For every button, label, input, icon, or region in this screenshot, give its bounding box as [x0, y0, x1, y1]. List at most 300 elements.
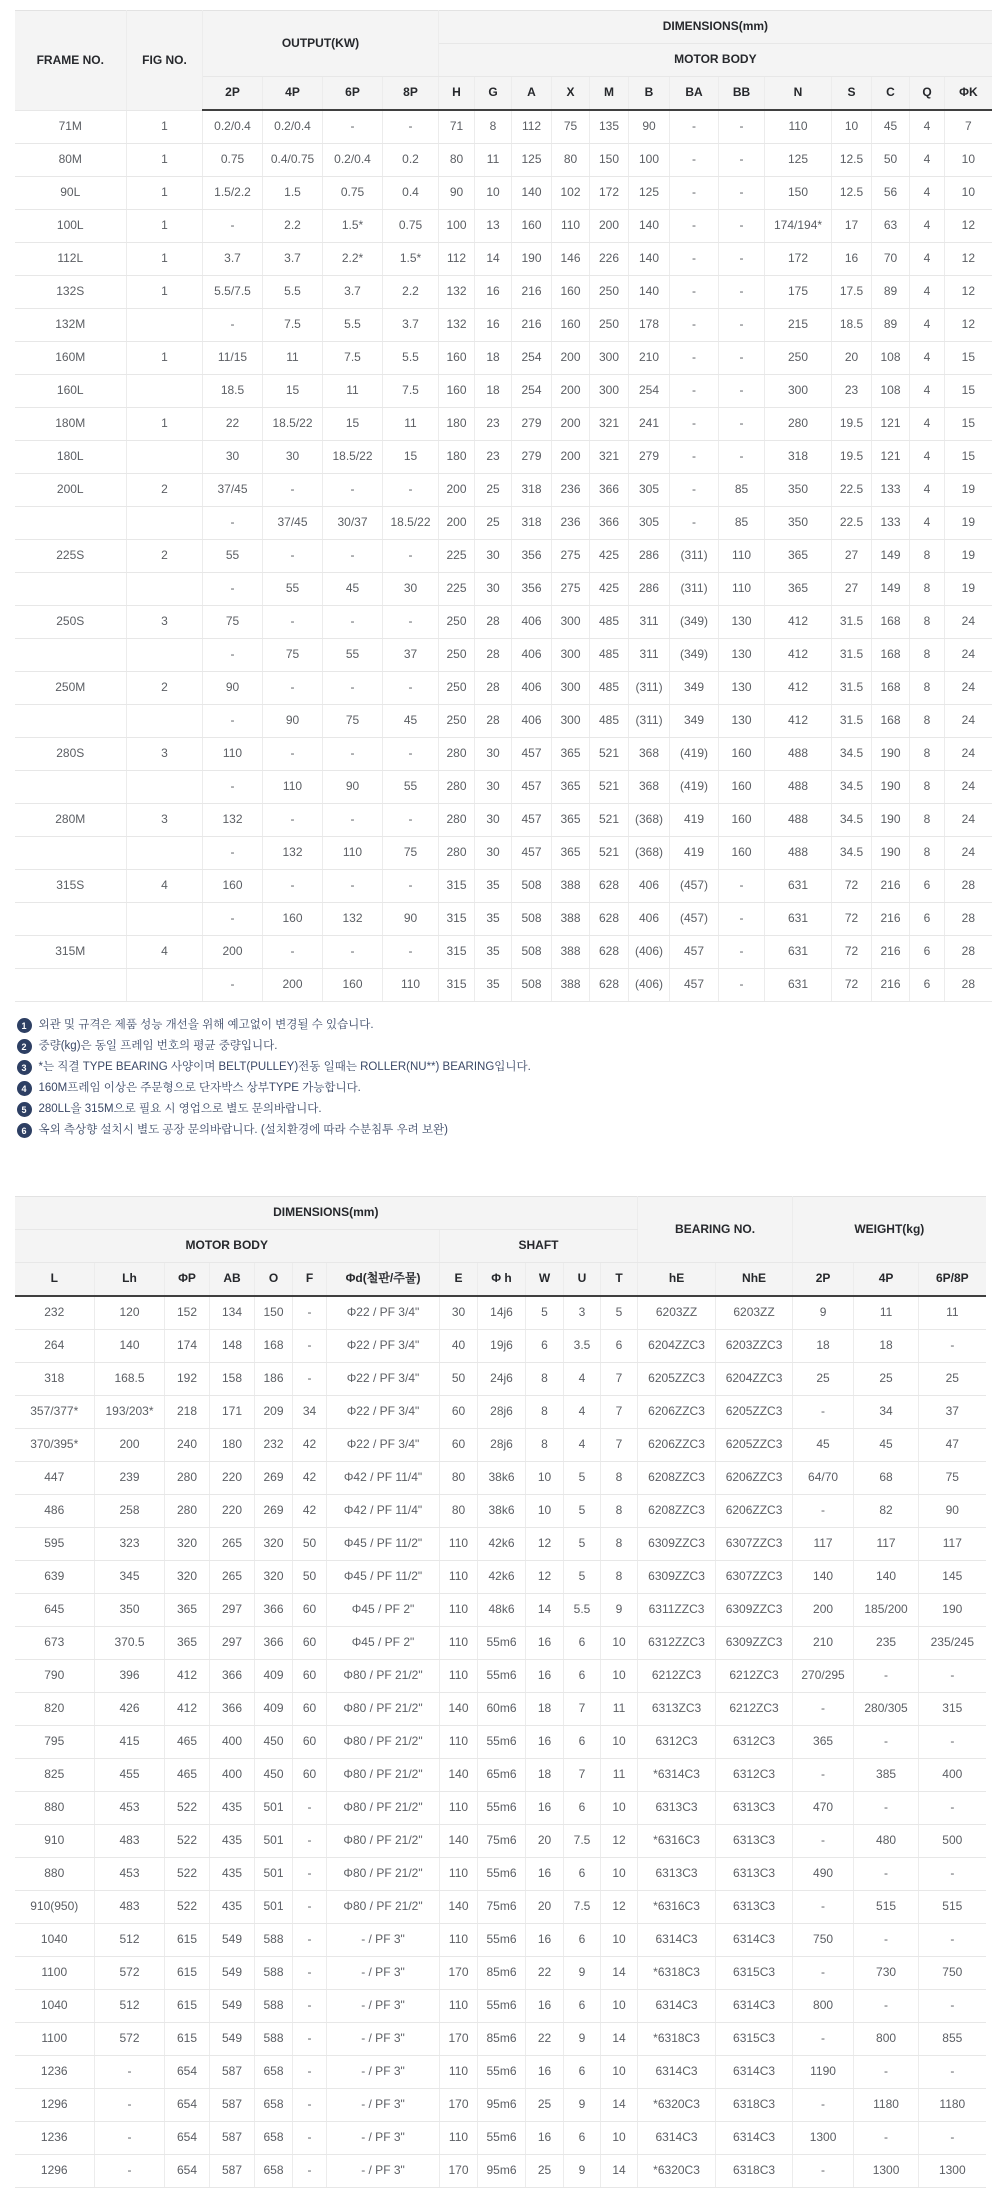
table-cell: 275 — [552, 540, 590, 573]
table-cell: 31.5 — [832, 639, 872, 672]
table-cell: 628 — [590, 870, 629, 903]
col-header-he: hE — [638, 1263, 716, 1297]
table-cell: 19 — [945, 474, 992, 507]
table-cell: 521 — [590, 804, 629, 837]
table-row — [15, 1660, 986, 1693]
table-cell: Φ45 / PF 2" — [327, 1627, 440, 1660]
table-cell: 10 — [945, 144, 992, 177]
table-row — [15, 441, 992, 474]
table-cell: 280 — [439, 771, 475, 804]
table-cell: 75 — [263, 639, 323, 672]
table-cell: 6312ZZC3 — [638, 1627, 716, 1660]
table-cell: 22 — [203, 408, 263, 441]
table-cell: 8 — [910, 738, 945, 771]
table-cell: 522 — [165, 1792, 210, 1825]
table-cell: 10 — [601, 2122, 638, 2155]
table-cell: 486 — [15, 1495, 95, 1528]
table-cell: - — [719, 276, 765, 309]
table-cell: 406 — [512, 606, 552, 639]
table-cell: 8 — [910, 837, 945, 870]
table-row — [15, 1429, 986, 1462]
table-cell: 0.75 — [203, 144, 263, 177]
header-dimensions-group: DIMENSIONS(mm) — [15, 1197, 638, 1230]
col-header-4p: 4P — [263, 77, 323, 111]
footnote — [17, 1039, 986, 1054]
table-cell: 1100 — [15, 2023, 95, 2056]
table-cell: 3.7 — [323, 276, 383, 309]
table-cell: 1 — [127, 408, 203, 441]
table-cell: 1300 — [854, 2155, 919, 2188]
table-cell: 24 — [945, 738, 992, 771]
table-cell: 0.4 — [383, 177, 439, 210]
table-cell: 110 — [440, 2122, 478, 2155]
table-cell: 16 — [526, 2056, 564, 2089]
table-cell: 8 — [526, 1429, 564, 1462]
table-cell: *6320C3 — [638, 2155, 716, 2188]
table-cell: 0.2 — [383, 144, 439, 177]
table-cell: 24 — [945, 804, 992, 837]
table-cell: 388 — [552, 969, 590, 1002]
table-cell: - — [293, 2155, 327, 2188]
table-cell: - — [719, 110, 765, 144]
table-cell: 160 — [263, 903, 323, 936]
table-cell: 140 — [440, 1693, 478, 1726]
table-cell: - — [203, 837, 263, 870]
table-cell — [15, 705, 127, 738]
table-cell: 3 — [564, 1296, 601, 1330]
table-cell: 315 — [439, 969, 475, 1002]
table-cell: - — [203, 507, 263, 540]
col-header-bb: BB — [719, 77, 765, 111]
footnote-text: 중량(kg)은 동일 프레임 번호의 평균 중량입니다. — [38, 1040, 278, 1052]
table-cell: - — [293, 1330, 327, 1363]
table-cell: 130 — [719, 639, 765, 672]
table-cell: 190 — [919, 1594, 986, 1627]
table-cell: 45 — [323, 573, 383, 606]
table-cell: 14j6 — [478, 1296, 526, 1330]
table-cell: 170 — [440, 2155, 478, 2188]
table-cell: 1180 — [919, 2089, 986, 2122]
table-cell: 318 — [15, 1363, 95, 1396]
table-cell: 258 — [95, 1495, 165, 1528]
table-cell: 388 — [552, 903, 590, 936]
table-cell — [127, 507, 203, 540]
table-cell: 168 — [255, 1330, 293, 1363]
table-cell: - — [293, 2023, 327, 2056]
table-cell: 90 — [439, 177, 475, 210]
table-cell: 6 — [910, 936, 945, 969]
table-cell: 48k6 — [478, 1594, 526, 1627]
table-cell: 35 — [475, 936, 512, 969]
table-cell: 435 — [210, 1891, 255, 1924]
table-cell: 28j6 — [478, 1429, 526, 1462]
table-row — [15, 2155, 986, 2188]
table-cell: 10 — [832, 110, 872, 144]
table-cell: Φ80 / PF 21/2" — [327, 1825, 440, 1858]
table-cell: 37/45 — [203, 474, 263, 507]
table-cell: 275 — [552, 573, 590, 606]
table-cell: 34.5 — [832, 804, 872, 837]
table-cell: 6 — [910, 870, 945, 903]
table-cell: 42 — [293, 1429, 327, 1462]
table-cell: 18 — [475, 375, 512, 408]
table-cell: 366 — [255, 1627, 293, 1660]
table-cell: - — [670, 110, 719, 144]
table-cell: 215 — [765, 309, 832, 342]
table-cell: 12 — [601, 1891, 638, 1924]
table-cell: 28 — [475, 705, 512, 738]
table-cell: - — [293, 2089, 327, 2122]
table-cell: 6314C3 — [716, 1990, 793, 2023]
table-row — [15, 738, 992, 771]
table-cell: 82 — [854, 1495, 919, 1528]
table-cell: 10 — [601, 1792, 638, 1825]
table-cell: 4 — [910, 408, 945, 441]
table-cell: 7 — [601, 1396, 638, 1429]
table-cell: 9 — [601, 1594, 638, 1627]
table-cell: - — [919, 1924, 986, 1957]
motor-spec-page — [1, 0, 1000, 2208]
table-cell: 72 — [832, 870, 872, 903]
table-cell: - — [670, 177, 719, 210]
table-cell: 50 — [293, 1528, 327, 1561]
table-cell: 800 — [793, 1990, 854, 2023]
table-cell: 483 — [95, 1825, 165, 1858]
table-cell: 60 — [440, 1396, 478, 1429]
table-cell: 587 — [210, 2155, 255, 2188]
table-cell: 549 — [210, 1957, 255, 1990]
table-cell: 4 — [564, 1429, 601, 1462]
table-cell: 490 — [793, 1858, 854, 1891]
table-cell — [127, 375, 203, 408]
col-header-phi-k: ΦK — [945, 77, 992, 111]
table-cell: 455 — [95, 1759, 165, 1792]
table-cell: 18 — [526, 1693, 564, 1726]
table-cell: - — [203, 771, 263, 804]
table-cell: 55m6 — [478, 1660, 526, 1693]
table-cell: 305 — [629, 474, 670, 507]
table-cell: 365 — [552, 837, 590, 870]
table-cell: Φ80 / PF 21/2" — [327, 1759, 440, 1792]
table-cell — [127, 969, 203, 1002]
table-cell: 14 — [601, 1957, 638, 1990]
table-cell: 315 — [439, 903, 475, 936]
table-cell: 279 — [629, 441, 670, 474]
footnote — [17, 1018, 986, 1033]
table-cell: 30/37 — [323, 507, 383, 540]
table-cell: 1180 — [854, 2089, 919, 2122]
table-cell: 880 — [15, 1792, 95, 1825]
footnote-text: 160M프레임 이상은 주문형으로 단자박스 상부TYPE 가능합니다. — [38, 1082, 361, 1094]
table-cell: 250 — [590, 276, 629, 309]
table-cell: 120 — [95, 1296, 165, 1330]
table-cell: 631 — [765, 969, 832, 1002]
table-cell: 855 — [919, 2023, 986, 2056]
table-cell: 19 — [945, 507, 992, 540]
table-cell: 8 — [910, 804, 945, 837]
table-row — [15, 210, 992, 243]
table-cell: 6205ZZC3 — [716, 1429, 793, 1462]
table-cell: 10 — [601, 1660, 638, 1693]
table-cell: 100L — [15, 210, 127, 243]
table-cell: 25 — [475, 474, 512, 507]
table-cell: - — [719, 309, 765, 342]
table-cell: 30 — [475, 573, 512, 606]
table-cell: 89 — [872, 276, 910, 309]
table-cell: 47 — [919, 1429, 986, 1462]
table-row — [15, 2056, 986, 2089]
table-cell: 10 — [945, 177, 992, 210]
table-cell: 415 — [95, 1726, 165, 1759]
table-cell: 450 — [255, 1726, 293, 1759]
table-cell: 10 — [601, 1924, 638, 1957]
table-cell: 70 — [872, 243, 910, 276]
table-cell: 140 — [629, 243, 670, 276]
table-cell: 250 — [439, 705, 475, 738]
table-cell: 4 — [127, 870, 203, 903]
table-cell: 19.5 — [832, 408, 872, 441]
table-cell: 320 — [165, 1561, 210, 1594]
table-cell: 318 — [512, 474, 552, 507]
table-cell: 31.5 — [832, 705, 872, 738]
table-cell: 2 — [127, 540, 203, 573]
table-cell: 200 — [552, 441, 590, 474]
table-cell: 588 — [255, 2023, 293, 2056]
output-dimensions-table — [15, 10, 992, 1002]
table-cell: - — [793, 1693, 854, 1726]
table-cell: 1190 — [793, 2056, 854, 2089]
table-cell: 170 — [440, 2023, 478, 2056]
table-cell: 18 — [526, 1759, 564, 1792]
table-cell: 8 — [910, 573, 945, 606]
table-cell: 28j6 — [478, 1396, 526, 1429]
table-cell: 7 — [601, 1363, 638, 1396]
footnote-number-icon: 3 — [17, 1060, 32, 1075]
table-cell: 160 — [719, 738, 765, 771]
table-cell: 160 — [439, 375, 475, 408]
table-row — [15, 1363, 986, 1396]
table-cell: 730 — [854, 1957, 919, 1990]
table-cell: 110 — [440, 2056, 478, 2089]
table-cell: 134 — [210, 1296, 255, 1330]
table-cell: - — [670, 144, 719, 177]
table-row — [15, 1528, 986, 1561]
table-cell: 318 — [765, 441, 832, 474]
table-cell: - — [383, 738, 439, 771]
table-cell: Φ45 / PF 11/2" — [327, 1561, 440, 1594]
table-cell: Φ22 / PF 3/4" — [327, 1330, 440, 1363]
footnote-text: *는 직결 TYPE BEARING 사양이며 BELT(PULLEY)전동 일때는 ROLLER(NU**) BEARING입니다. — [38, 1061, 531, 1073]
table-cell — [15, 507, 127, 540]
table-row — [15, 837, 992, 870]
table-cell: 0.2/0.4 — [263, 110, 323, 144]
table-cell: 60 — [293, 1726, 327, 1759]
table-cell: 0.2/0.4 — [323, 144, 383, 177]
table-cell: Φ45 / PF 11/2" — [327, 1528, 440, 1561]
table-cell: 4 — [910, 375, 945, 408]
table-cell: 270/295 — [793, 1660, 854, 1693]
table-cell: 250 — [439, 639, 475, 672]
table-cell — [15, 969, 127, 1002]
table-row — [15, 177, 992, 210]
table-row — [15, 573, 992, 606]
table-cell: 1 — [127, 144, 203, 177]
table-cell: 412 — [765, 672, 832, 705]
table-cell — [127, 639, 203, 672]
table-cell: - — [263, 606, 323, 639]
table-cell: - — [383, 474, 439, 507]
table-cell: 6313ZC3 — [638, 1693, 716, 1726]
table-cell: - — [293, 1296, 327, 1330]
table-cell: 254 — [629, 375, 670, 408]
table-cell: 5.5 — [263, 276, 323, 309]
table-cell: 300 — [590, 342, 629, 375]
table-cell: 150 — [765, 177, 832, 210]
table-cell: 631 — [765, 936, 832, 969]
footnote-number-icon: 1 — [17, 1018, 32, 1033]
table-cell: 160 — [719, 837, 765, 870]
table-cell: - — [854, 1660, 919, 1693]
table-cell: 426 — [95, 1693, 165, 1726]
table-row — [15, 144, 992, 177]
table-cell: 190 — [872, 837, 910, 870]
table-cell: Φ42 / PF 11/4" — [327, 1495, 440, 1528]
header-row — [15, 1263, 986, 1297]
table-cell: 30 — [203, 441, 263, 474]
table-cell: 226 — [590, 243, 629, 276]
table-cell: 435 — [210, 1792, 255, 1825]
col-header-6p: 6P — [323, 77, 383, 111]
table-cell: 130 — [719, 672, 765, 705]
table-cell: 0.75 — [323, 177, 383, 210]
col-header-lh: Lh — [95, 1263, 165, 1297]
table-cell: 110 — [323, 837, 383, 870]
table-cell: 55 — [323, 639, 383, 672]
table-cell: 10 — [526, 1462, 564, 1495]
table-cell: 55 — [383, 771, 439, 804]
table-cell: 356 — [512, 540, 552, 573]
col-header-c: C — [872, 77, 910, 111]
col-header-a: A — [512, 77, 552, 111]
table-cell: 522 — [165, 1825, 210, 1858]
table-cell: 85m6 — [478, 2023, 526, 2056]
table-cell: 485 — [590, 705, 629, 738]
table-cell: - — [293, 1792, 327, 1825]
table-cell: 406 — [629, 903, 670, 936]
table-cell: 385 — [854, 1759, 919, 1792]
table-cell: 269 — [255, 1462, 293, 1495]
table-cell: 132 — [439, 276, 475, 309]
table-cell: 110 — [719, 540, 765, 573]
table-cell: 6203ZZ — [716, 1296, 793, 1330]
table-row — [15, 804, 992, 837]
table-cell: 450 — [255, 1759, 293, 1792]
table-cell: 28 — [945, 936, 992, 969]
table-cell: 1100 — [15, 1957, 95, 1990]
table-cell: 250S — [15, 606, 127, 639]
table-cell: 42k6 — [478, 1561, 526, 1594]
table-cell: 3.7 — [203, 243, 263, 276]
table-cell: 18 — [854, 1330, 919, 1363]
table-cell: 406 — [512, 705, 552, 738]
table-cell: - / PF 3" — [327, 1990, 440, 2023]
table-row — [15, 771, 992, 804]
table-cell: 8 — [910, 639, 945, 672]
table-cell: *6314C3 — [638, 1759, 716, 1792]
table-cell: 6309ZZC3 — [638, 1561, 716, 1594]
col-header-8p: 8P — [383, 77, 439, 111]
table-cell: 174 — [165, 1330, 210, 1363]
table-cell: 110 — [440, 1924, 478, 1957]
table-cell — [127, 573, 203, 606]
table-row — [15, 672, 992, 705]
table-cell: 280 — [165, 1495, 210, 1528]
table-cell: 71M — [15, 110, 127, 144]
table-cell: 4 — [910, 243, 945, 276]
table-row — [15, 507, 992, 540]
table-cell: 6313C3 — [716, 1792, 793, 1825]
table-cell: 8 — [910, 672, 945, 705]
footnote — [17, 1102, 986, 1117]
header-shaft-group: SHAFT — [440, 1230, 638, 1263]
table-cell: 30 — [475, 771, 512, 804]
table-cell: 3.7 — [263, 243, 323, 276]
table-cell: (311) — [670, 540, 719, 573]
table-cell: 1 — [127, 276, 203, 309]
table-cell: 406 — [512, 672, 552, 705]
table-cell: 241 — [629, 408, 670, 441]
table-row — [15, 969, 992, 1002]
table-cell: 158 — [210, 1363, 255, 1396]
table-cell: 300 — [552, 672, 590, 705]
table-cell: 24 — [945, 672, 992, 705]
table-cell: 615 — [165, 1957, 210, 1990]
table-cell: 28 — [945, 903, 992, 936]
table-cell: 178 — [629, 309, 670, 342]
col-header-l: L — [15, 1263, 95, 1297]
table-cell: 453 — [95, 1858, 165, 1891]
table-cell: 168.5 — [95, 1363, 165, 1396]
table-cell: 90 — [263, 705, 323, 738]
table-cell: 6205ZZC3 — [638, 1363, 716, 1396]
table-cell: 628 — [590, 903, 629, 936]
table-cell: 18.5/22 — [383, 507, 439, 540]
table-row — [15, 1924, 986, 1957]
table-cell: 1.5/2.2 — [203, 177, 263, 210]
table-cell: 112 — [439, 243, 475, 276]
table-cell: 38k6 — [478, 1495, 526, 1528]
table-cell: 1 — [127, 177, 203, 210]
table-row — [15, 1396, 986, 1429]
table-cell: 68 — [854, 1462, 919, 1495]
table-cell: 75 — [919, 1462, 986, 1495]
table-cell: 820 — [15, 1693, 95, 1726]
table-cell: 132M — [15, 309, 127, 342]
col-header-2p: 2P — [203, 77, 263, 111]
table-cell: 6 — [910, 903, 945, 936]
table-cell: 1.5 — [263, 177, 323, 210]
table-cell: 150 — [590, 144, 629, 177]
table-cell: 168 — [872, 606, 910, 639]
table-cell: 12 — [526, 1528, 564, 1561]
table-cell: 31.5 — [832, 672, 872, 705]
table-cell: 654 — [165, 2122, 210, 2155]
table-cell: 280 — [439, 804, 475, 837]
table-cell: - — [719, 903, 765, 936]
table-cell: 30 — [440, 1296, 478, 1330]
table-cell: 6309ZZC3 — [638, 1528, 716, 1561]
table-cell: 501 — [255, 1792, 293, 1825]
